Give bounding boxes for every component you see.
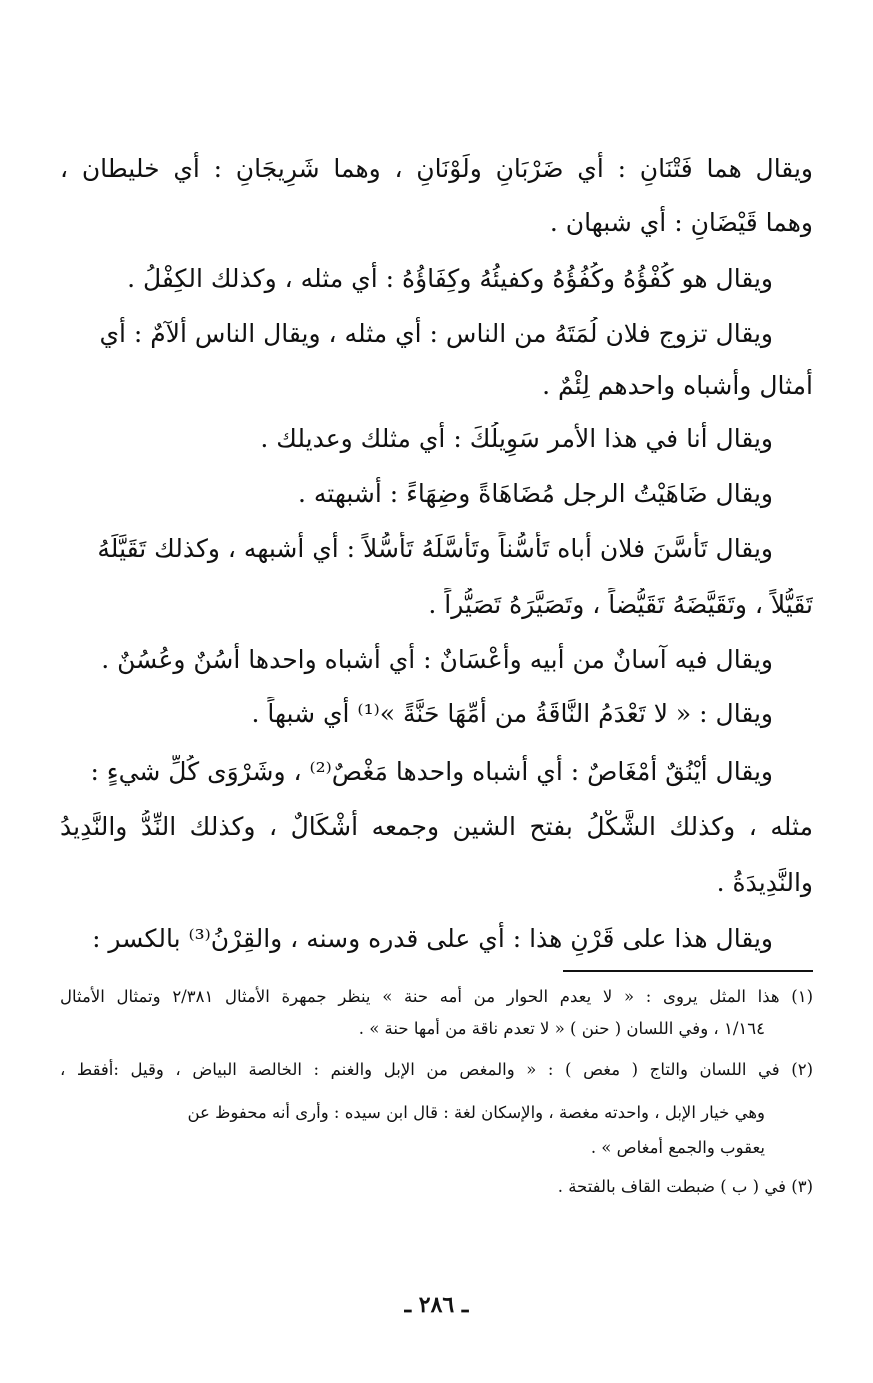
text-line: والنَّدِيدَةُ . — [716, 868, 813, 897]
footnote-line: وهي خيار الإبل ، واحدته مغصة ، والإسكان لغة : قال ابن سيده : وأرى أنه محفوظ عن — [187, 1103, 765, 1122]
footnote-separator — [563, 970, 813, 972]
footnote-line: (٣) في ( ب ) ضبطت القاف بالفتحة . — [557, 1177, 813, 1196]
text-line: وهما قَيْضَانِ : أي شبهان . — [549, 208, 813, 237]
footnote-line: ١/١٦٤ ، وفي اللسان ( حنن ) « لا تعدم ناقة من أمها حنة » . — [358, 1019, 765, 1038]
text-line: ويقال هما فَتْنَانِ : أي ضَرْبَانِ ولَوْنَانِ ، وهما شَرِيجَانِ : أي خليطان ، — [60, 154, 813, 183]
text-line: تَقَيُّلاً ، وتَقَيَّضَهُ تَقَيُّضاً ، وتَصَيَّرَهُ تَصَيُّراً . — [428, 590, 813, 619]
text-line: ويقال هذا على قَرْنِ هذا : أي على قدره وسنه ، والقِرْنُ⁽³⁾ بالكسر : — [92, 924, 773, 953]
text-line: ويقال ضَاهَيْتُ الرجل مُضَاهَاةً وضِهَاءً : أشبهته . — [297, 479, 773, 508]
footnote-line: (٢) في اللسان والتاج ( مغص ) : « والمغص من الإبل والغنم : الخالصة البياض ، وقيل :أفقط ، — [60, 1060, 813, 1079]
text-line: مثله ، وكذلك الشَّكْلُ بفتح الشين وجمعه أَشْكَالٌ ، وكذلك النِّدُّ والنَّدِيدُ — [60, 812, 813, 841]
text-line: ويقال تزوج فلان لُمَتَهُ من الناس : أي مثله ، ويقال الناس أَلآمٌ : أي — [99, 319, 773, 348]
text-line: ويقال هو كُفْؤُهُ وكُفُؤُهُ وكفيئُهُ وكِفَاؤُهُ : أي مثله ، وكذلك الكِفْلُ . — [127, 264, 773, 293]
footnote-line: يعقوب والجمع أمغاص » . — [590, 1138, 765, 1157]
text-line: ويقال أنا في هذا الأمر سَوِيلُكَ : أي مثلك وعديلك . — [260, 424, 773, 453]
text-line: ويقال أَيْنُقٌ أَمْغَاصٌ : أي أشباه واحدها مَغْصٌ⁽²⁾ ، وشَرْوَى كُلِّ شيءٍ : — [90, 757, 773, 786]
footnote-line: (١) هذا المثل يروى : « لا يعدم الحوار من أمه حنة » ينظر جمهرة الأمثال ٢/٣٨١ وتمثال الأمثال — [60, 987, 813, 1006]
page-number: ـ ٢٨٦ ـ — [404, 1292, 469, 1318]
text-line: ويقال : « لا تَعْدَمُ النَّاقَةُ من أُمِّهَا حَنَّةً »⁽¹⁾ أي شبهاً . — [251, 699, 773, 728]
text-line: ويقال فيه آسانٌ من أبيه وأَعْسَانٌ : أي أشباه واحدها أُسُنٌ وعُسُنٌ . — [101, 645, 773, 674]
text-line: أمثال وأشباه واحدهم لِئْمٌ . — [542, 371, 813, 400]
text-line: ويقال تَأَسَّنَ فلان أباه تَأَسُّناً وتَأَسَّلَهُ تَأَسُّلاً : أي أشبهه ، وكذلك تَقَيَّلَهُ — [97, 534, 773, 563]
